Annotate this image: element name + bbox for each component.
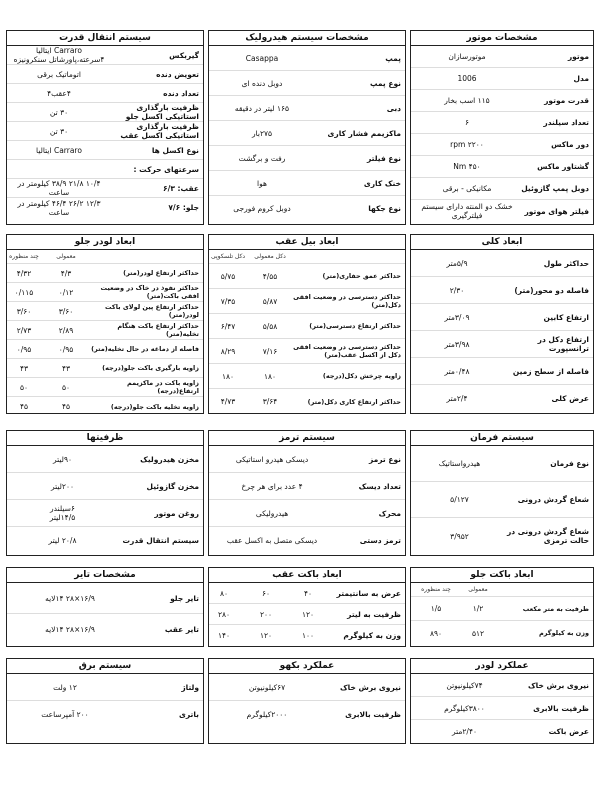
bucket-value-b: ۶۰ [261, 588, 271, 598]
spec-value: هیدرولیکی [255, 508, 289, 518]
dimension-label: حداکثر ارتفاع باکت هنگام تخلیه(متر) [117, 322, 199, 338]
spec-value: ۳۰ تن [49, 126, 69, 136]
spec-value: ۹۰لیتر [52, 454, 72, 464]
spec-row [7, 198, 203, 217]
spec-row [411, 331, 593, 358]
spec-row [411, 156, 593, 178]
spec-value: دیسکی هیدرو استاتیکی [235, 454, 309, 464]
hydraulic-spec-title: مشخصات سیستم هیدرولیک [209, 31, 405, 46]
spec-value: Carraro ایتالیا [36, 145, 82, 155]
spec-value: دیسکی متصل به اکسل عقب [226, 536, 318, 545]
front-bucket-title: ابعاد باکت جلو [411, 568, 593, 583]
tires-box [6, 567, 204, 647]
capacities-rows [7, 446, 203, 554]
bucket-value-c: ۲۸۰ [217, 609, 231, 619]
spec-label: محرک [378, 508, 401, 518]
dimension-row [209, 314, 405, 339]
spec-row [411, 277, 593, 304]
electric-rows [7, 674, 203, 728]
spec-value: مکانیکی - برقی [442, 184, 492, 193]
spec-label: حداکثر طول [543, 258, 589, 268]
bucket-row [209, 625, 405, 646]
spec-row [411, 90, 593, 112]
dimension-value-b: ۴۵ [19, 402, 29, 411]
spec-label: مخزن هیدرولیک [140, 454, 199, 464]
spec-value: Casappa [245, 53, 279, 63]
spec-label: قدرت موتور [544, 96, 589, 105]
engine-rows [411, 46, 593, 222]
spec-value: ۳۸۰۰کیلوگرم [444, 703, 485, 713]
dimension-label: زاویه تخلیه باکت جلو(درجه) [110, 402, 199, 411]
spec-value: ۲۷۵بار [251, 128, 273, 138]
dimension-value-a: ۱۸۰ [263, 371, 277, 381]
spec-value: ۵/۱۲۷ [450, 495, 469, 504]
spec-row [209, 46, 405, 71]
dimension-label: حداکثر ارتفاع پین لولای باکت لودر(متر) [105, 303, 199, 319]
spec-row [7, 122, 203, 141]
spec-label: خنک کاری [363, 178, 401, 188]
dimension-row [7, 397, 203, 414]
column-header-row [411, 583, 593, 597]
dimension-label: حداکثر دسترسی در وضعیت افقی دکل(متر) [293, 293, 401, 309]
spec-row [411, 720, 593, 743]
engine-spec-title: مشخصات موتور [411, 31, 593, 46]
dimension-value-b: ۸/۲۹ [220, 346, 236, 356]
spec-value: ۳۰ تن [49, 107, 69, 117]
spec-label: ظرفیت بالابری [533, 703, 589, 713]
dimension-value-b: ۸۹۰ [429, 628, 443, 638]
spec-value: دوبل دنده ای [241, 78, 283, 88]
spec-value: ۰/۴۸متر [444, 366, 470, 376]
dimension-value-b: ۰/۱۱۵ [14, 287, 34, 297]
spec-value: هیدرواستاتیک [438, 459, 481, 468]
spec-row [411, 68, 593, 90]
column-header-b: دکل تلسکوپی [210, 253, 246, 260]
dimension-row [411, 597, 593, 621]
loader-rows [7, 250, 203, 414]
dimension-label: حداکثر عمق حفاری(متر) [322, 272, 401, 280]
spec-value: موتورسازان [448, 52, 486, 61]
spec-label: عرض کلی [551, 394, 589, 403]
spec-row [411, 200, 593, 222]
hydraulic-rows [209, 46, 405, 221]
loader-perf-box [410, 658, 594, 744]
spec-row [411, 304, 593, 331]
bucket-value-a: ۱۲۰ [301, 609, 315, 619]
loader-perf-rows [411, 674, 593, 743]
spec-label: گشتاور ماکس [537, 162, 589, 171]
spec-label: موتور [567, 52, 589, 61]
dimension-label: حداکثر نفوذ در خاک در وضعیت افقی باکت(متر) [100, 284, 199, 300]
spec-row [7, 179, 203, 198]
spec-row [411, 134, 593, 156]
spec-value: ۲۲۰۰ rpm [450, 140, 484, 149]
spec-label: ارتفاع دکل در ترانسپورت [537, 335, 589, 353]
dimension-value-a: ۰/۱۲ [58, 287, 74, 297]
spec-value: ۲/۴۰متر [451, 727, 478, 736]
spec-row [7, 500, 203, 527]
spec-row [209, 146, 405, 171]
steering-title: سیستم فرمان [411, 431, 593, 446]
dimension-value-a: ۵/۸۷ [262, 296, 278, 306]
spec-value: ۱۶/۹×۲۸ ۱۴لایه [45, 625, 95, 634]
brake-rows [209, 446, 405, 554]
spec-label: ترمز دستی [359, 536, 401, 545]
dimension-value-b: ۴/۷۳ [220, 397, 236, 406]
spec-value: دوبل کروم فورجی [233, 204, 291, 213]
spec-value: هوا [257, 178, 267, 188]
backhoe-dims-box [208, 234, 406, 414]
loader-perf-title: عملکرد لودر [411, 659, 593, 674]
spec-row [7, 84, 203, 103]
dimension-value-a: ۲/۸۹ [58, 325, 74, 335]
spec-label: دوبل پمپ گازوئیل [521, 184, 589, 193]
spec-value: ۶سیلندر ۱۴/۵لیتر [49, 504, 76, 522]
front-bucket-box [410, 567, 594, 647]
spec-row [209, 171, 405, 196]
tires-rows [7, 583, 203, 645]
overall-dims-box [410, 234, 594, 414]
spec-label: ظرفیت بارگذاری استاتیکی اکسل عقب [120, 122, 199, 140]
steering-rows [411, 446, 593, 554]
spec-row [209, 196, 405, 221]
spec-value: 1006 [457, 74, 477, 83]
bucket-row [209, 583, 405, 604]
spec-row [7, 614, 203, 645]
dimension-value-a: ۴/۳ [60, 268, 72, 278]
backhoe-perf-rows [209, 674, 405, 728]
dimension-row [7, 283, 203, 302]
spec-row [7, 473, 203, 500]
hydraulic-spec-box [208, 30, 406, 225]
column-header-b: چند منظوره [421, 586, 451, 593]
spec-value: ۱۱۵ اسب بخار [444, 96, 490, 105]
dimension-value-b: ۴/۳۲ [16, 268, 32, 278]
dimension-row [209, 339, 405, 364]
spec-label: پمپ [385, 53, 401, 63]
spec-value: ۶ [464, 118, 470, 127]
spec-label: فاصله از سطح زمین [512, 366, 589, 376]
dimension-row [7, 264, 203, 283]
spec-label: نوع ترمز [368, 454, 401, 464]
spec-row [209, 500, 405, 527]
electric-title: سیستم برق [7, 659, 203, 674]
spec-label: گیربکس [169, 50, 199, 60]
spec-value: Carraro ایتالیا ۴سرعته،پاورشاتل سنکرونیزه [13, 46, 105, 64]
transmission-spec-title: سیستم انتقال قدرت [7, 31, 203, 46]
transmission-rows [7, 46, 203, 217]
spec-label: باتری [179, 710, 199, 719]
dimension-value-a: ۴۵ [61, 402, 71, 411]
brake-title: سیستم ترمز [209, 431, 405, 446]
spec-row [7, 160, 203, 179]
dimension-label: حداکثر دسترسی در وضعیت افقی دکل از اکسل عقب(متر) [293, 343, 401, 359]
dimension-row [209, 389, 405, 414]
spec-row [411, 358, 593, 385]
spec-label: سرعتهای حرکت : [133, 164, 199, 174]
dimension-value-b: ۴۳ [19, 363, 29, 373]
dimension-value-a: ۳/۶۴ [262, 397, 278, 406]
spec-label: شعاع گردش درونی [517, 495, 589, 504]
column-header-row [209, 250, 405, 264]
spec-label: ظرفیت بارگذاری استاتیکی اکسل جلو [125, 103, 199, 121]
spec-row [209, 71, 405, 96]
dimension-row [209, 289, 405, 314]
spec-label: ارتفاع کابین [543, 312, 589, 322]
dimension-label: زاویه باکت در ماکزیمم ارتفاع(درجه) [127, 379, 199, 395]
spec-label: عقب: ۶/۳ [163, 183, 199, 193]
spec-label: عرض باکت [548, 727, 589, 736]
capacities-title: ظرفیتها [7, 431, 203, 446]
dimension-label: حداکثر ارتفاع دسترسی(متر) [309, 322, 401, 330]
backhoe-perf-title: عملکرد بکهو [209, 659, 405, 674]
spec-value: خشک دو المنته دارای سیستم فیلترگیری [421, 202, 513, 220]
spec-row [7, 65, 203, 84]
spec-value: اتوماتیک برقی [37, 69, 81, 79]
dimension-label: فاصله از دماغه در حال تخلیه(متر) [91, 345, 199, 353]
dimension-value-a: ۱/۲ [472, 604, 484, 613]
spec-row [411, 250, 593, 277]
overall-rows [411, 250, 593, 412]
spec-value: ۴۵۰ Nm [453, 162, 481, 171]
dimension-value-a: ۵۰ [61, 382, 71, 392]
spec-row [411, 46, 593, 68]
dimension-value-b: ۳/۶۰ [16, 306, 32, 316]
loader-dims-title: ابعاد لودر جلو [7, 235, 203, 250]
spec-value: رفت و برگشت [238, 153, 286, 163]
bucket-row [209, 604, 405, 625]
dimension-label: حداکثر ارتفاع کاری دکل(متر) [307, 397, 401, 406]
spec-row [209, 473, 405, 500]
bucket-value-a: ۴۰ [303, 588, 313, 598]
spec-label: نوع فرمان [550, 459, 589, 468]
backhoe-perf-box [208, 658, 406, 744]
bucket-value-a: ۱۰۰ [301, 631, 315, 640]
dimension-value-a: ۴۳ [61, 363, 71, 373]
spec-row [7, 46, 203, 65]
spec-value: ۲۰/۸ لیتر [48, 536, 77, 545]
spec-value: ۳/۰۹متر [444, 312, 470, 322]
column-header-row [7, 250, 203, 264]
spec-row [411, 518, 593, 554]
spec-row [7, 527, 203, 554]
spec-row [7, 701, 203, 728]
bucket-value-c: ۱۴۰ [217, 631, 231, 640]
spec-value: ۲/۳۰ [449, 285, 465, 295]
dimension-value-b: ۵/۷۵ [220, 271, 236, 281]
dimension-value-a: ۳/۶۰ [58, 306, 74, 316]
spec-label: ظرفیت بالابری [345, 710, 401, 719]
dimension-value-a: ۵/۵۸ [262, 321, 278, 331]
dimension-row [7, 321, 203, 340]
spec-row [209, 446, 405, 473]
spec-label: ماکزیمم فشار کاری [327, 128, 401, 138]
spec-label: نیروی برش خاک [339, 682, 401, 692]
spec-row [411, 482, 593, 518]
dimension-value-a: ۴/۵۵ [262, 271, 278, 281]
spec-row [411, 385, 593, 412]
spec-value: ۱۶/۹×۲۸ ۱۴لایه [45, 593, 95, 603]
backhoe-rows [209, 250, 405, 414]
spec-value: ۴ عدد برای هر چرخ [241, 481, 303, 491]
steering-box [410, 430, 594, 556]
dimension-value-b: ۷/۳۵ [220, 296, 236, 306]
spec-label: تایر جلو [170, 593, 199, 603]
dimension-value-a: ۵۱۲ [471, 628, 485, 638]
spec-row [209, 96, 405, 121]
dimension-value-b: ۱۸۰ [221, 371, 235, 381]
spec-row [7, 141, 203, 160]
spec-label: نوع پمپ [369, 78, 401, 88]
spec-value: ۲/۴متر [446, 394, 468, 403]
dimension-value-a: ۰/۹۵ [58, 344, 74, 354]
brake-box [208, 430, 406, 556]
spec-label: نوع اکسل ها [151, 145, 199, 155]
dimension-label: ظرفیت به متر مکعب [522, 604, 589, 613]
spec-label: دور ماکس [551, 140, 589, 149]
dimension-value-b: ۰/۹۵ [16, 344, 32, 354]
spec-label: نیروی برش خاک [527, 680, 589, 690]
spec-label: تعداد سیلندر [543, 118, 589, 127]
dimension-row [411, 621, 593, 645]
spec-label: مخزن گازوئیل [146, 481, 199, 491]
tires-title: مشخصات تایر [7, 568, 203, 583]
dimension-row [7, 302, 203, 321]
dimension-row [7, 378, 203, 397]
dimension-value-a: ۷/۱۶ [262, 346, 278, 356]
spec-row [7, 583, 203, 614]
spec-row [7, 103, 203, 122]
spec-row [411, 446, 593, 482]
bucket-label: وزن به کیلوگرم [343, 631, 401, 640]
bucket-label: عرض به سانتیمتر [336, 588, 401, 598]
dimension-row [209, 364, 405, 389]
dimension-value-b: ۲/۷۳ [16, 325, 32, 335]
spec-row [411, 178, 593, 200]
dimension-row [209, 264, 405, 289]
spec-label: ولتاژ [181, 682, 199, 692]
bucket-value-b: ۲۰۰ [259, 609, 273, 619]
bucket-value-b: ۱۲۰ [259, 631, 273, 640]
dimension-value-b: ۵۰ [19, 382, 29, 392]
column-header-a: دکل معمولی [254, 253, 286, 260]
spec-label: سیستم انتقال قدرت [122, 536, 199, 545]
bucket-value-c: ۸۰ [219, 588, 229, 598]
spec-row [411, 697, 593, 720]
spec-label: جلو: ۷/۶ [168, 203, 199, 212]
spec-value: ۲۰۰لیتر [50, 481, 75, 491]
spec-value: ۱۲/۳ ۲۶/۲ ۴۶/۴ کیلومتر در ساعت [17, 198, 101, 217]
dimension-row [7, 340, 203, 359]
spec-label: روغن موتور [154, 508, 199, 518]
spec-value: ۲۰۰۰کیلوگرم [246, 710, 288, 719]
spec-label: مدل [573, 74, 589, 83]
spec-label: تعویض دنده [156, 69, 199, 79]
spec-value: ۱۰/۴ ۲۱/۸ ۳۸/۹ کیلومتر در ساعت [17, 179, 101, 197]
spec-value: ۱۶۵ لیتر در دقیقه [234, 103, 290, 113]
spec-label: فاصله دو محور(متر) [514, 285, 589, 295]
spec-value: ۶۷کیلونیوتن [248, 682, 286, 692]
dimension-label: وزن به کیلوگرم [539, 629, 589, 637]
spec-value: ۷۴کیلونیوتن [446, 680, 483, 690]
dimension-row [7, 359, 203, 378]
spec-row [209, 527, 405, 554]
front-bucket-rows [411, 583, 593, 645]
spec-label: تایر عقب [164, 625, 199, 634]
dimension-label: زاویه بارگیری باکت جلو(درجه) [102, 364, 199, 372]
spec-row [209, 121, 405, 146]
spec-label: نوع فیلتر [366, 153, 401, 163]
dimension-label: زاویه چرخش دکل(درجه) [322, 372, 401, 380]
column-header-a: معمولی [56, 253, 76, 260]
backhoe-dims-title: ابعاد بیل عقب [209, 235, 405, 250]
spec-row [209, 674, 405, 701]
spec-value: ۵/۹متر [446, 258, 468, 268]
spec-row [411, 112, 593, 134]
spec-label: تعداد دیسک [358, 481, 401, 491]
rear-bucket-box [208, 567, 406, 647]
spec-label: نوع جکها [368, 204, 401, 213]
dimension-value-b: ۱/۵ [430, 604, 442, 613]
spec-label: تعداد دنده [163, 88, 199, 98]
rear-bucket-rows [209, 583, 405, 646]
dimension-value-b: ۶/۴۷ [220, 321, 236, 331]
rear-bucket-title: ابعاد باکت عقب [209, 568, 405, 583]
spec-label: فیلتر هوای موتور [524, 206, 589, 216]
electric-box [6, 658, 204, 744]
overall-dims-title: ابعاد کلی [411, 235, 593, 250]
spec-value: ۲۰۰ آمپرساعت [41, 710, 89, 719]
spec-value: ۳/۹۵۲ [450, 531, 469, 541]
loader-dims-box [6, 234, 204, 414]
spec-label: شعاع گردش درونی در حالت ترمزی [506, 527, 589, 545]
spec-row [7, 674, 203, 701]
spec-row [411, 674, 593, 697]
capacities-box [6, 430, 204, 556]
spec-row [7, 446, 203, 473]
column-header-a: معمولی [468, 586, 488, 593]
engine-spec-box [410, 30, 594, 225]
transmission-spec-box [6, 30, 204, 225]
spec-label: دبی [386, 103, 401, 113]
dimension-label: حداکثر ارتفاع لودر(متر) [123, 269, 199, 277]
spec-value: ۱۲ ولت [53, 682, 77, 692]
spec-value: ۴عقب۴ [47, 88, 71, 98]
spec-row [209, 701, 405, 728]
spec-value: ۳/۹۸متر [444, 339, 470, 349]
bucket-label: ظرفیت به لیتر [347, 609, 401, 619]
column-header-b: چند منظوره [9, 253, 39, 260]
